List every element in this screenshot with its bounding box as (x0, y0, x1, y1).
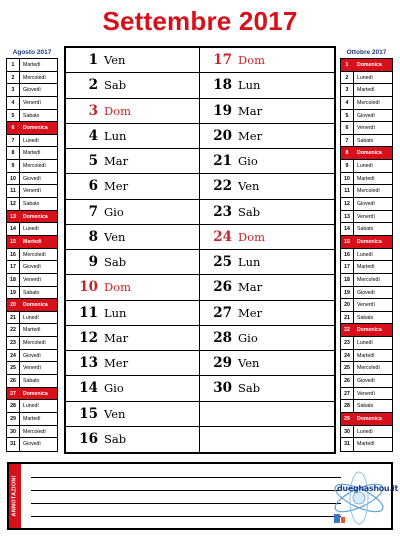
mini-day-name: Venerdì (23, 99, 41, 106)
mini-day-row (7, 110, 57, 123)
mini-day-name: Sabato (23, 201, 40, 208)
day-cell (66, 225, 199, 250)
mini-day-number: 17 (7, 261, 20, 273)
mini-day-row (341, 324, 392, 337)
day-name: Dom (238, 53, 266, 68)
day-number: 5 (88, 153, 98, 170)
mini-day-row (7, 261, 57, 274)
mini-day-name: Giovedì (23, 264, 41, 271)
mini-day-row (7, 337, 57, 350)
next-month-calendar (340, 58, 393, 452)
mini-day-row (341, 299, 392, 312)
day-name: Gio (104, 381, 124, 396)
mini-day-row (7, 236, 57, 249)
mini-day-name: Domenica (357, 327, 382, 334)
day-name: Sab (104, 432, 127, 447)
day-name: Dom (238, 229, 266, 244)
mini-day-number: 7 (341, 135, 354, 147)
mini-day-name: Giovedì (357, 289, 375, 296)
mini-day-number: 12 (7, 198, 20, 210)
mini-day-row (341, 261, 392, 274)
mini-day-name: Lunedì (357, 163, 373, 170)
mini-day-number: 15 (7, 236, 20, 248)
mini-day-name: Venerdì (23, 365, 41, 372)
mini-day-row (7, 249, 57, 262)
mini-day-name: Domenica (357, 238, 382, 245)
mini-day-number: 2 (341, 72, 354, 84)
day-number: 20 (213, 127, 232, 144)
mini-day-number: 16 (341, 249, 354, 261)
day-name: Ven (104, 406, 126, 421)
mini-day-number: 30 (341, 426, 354, 438)
day-cell (200, 250, 334, 275)
mini-day-row (341, 426, 392, 439)
mini-day-name: Venerdì (357, 302, 375, 309)
mini-day-name: Mercoledì (23, 74, 46, 81)
mini-day-name: Giovedì (357, 378, 375, 385)
mini-day-name: Domenica (23, 390, 48, 397)
mini-day-number: 3 (341, 84, 354, 96)
mini-day-number: 17 (341, 261, 354, 273)
mini-day-number: 8 (341, 147, 354, 159)
day-name: Ven (238, 179, 260, 194)
mini-day-number: 8 (7, 147, 20, 159)
day-number: 13 (79, 355, 98, 372)
mini-day-name: Giovedì (357, 201, 375, 208)
mini-day-number: 6 (7, 122, 20, 134)
mini-day-number: 19 (341, 287, 354, 299)
mini-day-number: 22 (341, 324, 354, 336)
day-cell (200, 376, 334, 401)
mini-day-row (7, 438, 57, 451)
mini-day-number: 5 (341, 110, 354, 122)
mini-day-row (341, 337, 392, 350)
mini-day-number: 21 (7, 312, 20, 324)
mini-day-name: Martedì (23, 150, 41, 157)
mini-day-number: 6 (341, 122, 354, 134)
mini-day-row (7, 223, 57, 236)
mini-day-name: Lunedì (357, 428, 373, 435)
day-name: Dom (104, 280, 132, 295)
mini-day-name: Venerdì (23, 188, 41, 195)
day-number: 21 (213, 153, 232, 170)
day-cell (200, 200, 334, 225)
day-cell (66, 275, 199, 300)
mini-day-row (341, 413, 392, 426)
mini-day-name: Lunedì (23, 314, 39, 321)
day-name: Mer (104, 356, 129, 371)
day-cell (66, 351, 199, 376)
day-number: 7 (88, 203, 98, 220)
mini-day-number: 31 (7, 438, 20, 451)
day-name: Ven (104, 53, 126, 68)
day-name: Sab (104, 255, 127, 270)
mini-day-row (7, 173, 57, 186)
mini-day-row (341, 438, 392, 451)
day-cell (200, 225, 334, 250)
mini-day-number: 16 (7, 249, 20, 261)
mini-day-name: Mercoledì (357, 99, 380, 106)
prev-month-calendar (6, 58, 58, 452)
mini-day-number: 13 (7, 211, 20, 223)
mini-day-row (7, 72, 57, 85)
mini-day-row (341, 135, 392, 148)
logo-text: dueghashou.it (337, 484, 399, 493)
mini-day-name: Martedì (357, 441, 375, 448)
day-name: Sab (104, 78, 127, 93)
site-logo (331, 470, 399, 526)
mini-day-row (341, 211, 392, 224)
mini-day-name: Domenica (357, 62, 382, 68)
day-cell (200, 351, 334, 376)
day-number: 15 (79, 405, 98, 422)
day-number: 8 (88, 228, 98, 245)
day-number: 14 (79, 380, 98, 397)
day-name: Lun (238, 255, 261, 270)
mini-day-number: 9 (341, 160, 354, 172)
page-title: Settembre 2017 (102, 6, 298, 36)
day-cell (66, 376, 199, 401)
mini-day-row (7, 185, 57, 198)
mini-day-row (341, 350, 392, 363)
mini-day-name: Sabato (23, 378, 40, 385)
day-cell (66, 149, 199, 174)
mini-day-name: Sabato (357, 137, 374, 144)
notes-section (7, 462, 399, 530)
day-number: 24 (213, 228, 232, 245)
note-line (31, 516, 341, 517)
empty-day-cell (200, 427, 334, 452)
empty-day-cell (200, 402, 334, 427)
day-number: 11 (79, 304, 98, 321)
mini-day-name: Martedì (357, 352, 375, 359)
mini-day-row (341, 185, 392, 198)
mini-day-name: Martedì (23, 415, 41, 422)
mini-day-row (7, 324, 57, 337)
mini-day-name: Giovedì (357, 112, 375, 119)
mini-day-row (341, 173, 392, 186)
day-number: 30 (213, 380, 232, 397)
day-name: Gio (238, 154, 258, 169)
mini-day-number: 21 (341, 312, 354, 324)
mini-day-number: 7 (7, 135, 20, 147)
mini-day-row (341, 147, 392, 160)
day-cell (200, 99, 334, 124)
mini-day-number: 18 (341, 274, 354, 286)
mini-day-name: Domenica (23, 302, 48, 309)
mini-day-row (7, 59, 57, 72)
mini-day-name: Mercoledì (23, 163, 46, 170)
day-cell (200, 174, 334, 199)
day-name: Lun (104, 128, 127, 143)
day-name: Mar (238, 103, 263, 118)
mini-day-name: Domenica (357, 415, 382, 422)
mini-day-row (7, 135, 57, 148)
next-month-title: Ottobre 2017 (346, 49, 387, 56)
day-name: Lun (238, 78, 261, 93)
day-cell (200, 124, 334, 149)
day-name: Ven (104, 229, 126, 244)
mini-day-row (341, 122, 392, 135)
mini-day-number: 20 (7, 299, 20, 311)
mini-day-name: Martedì (357, 175, 375, 182)
mini-day-name: Domenica (23, 125, 48, 132)
mini-day-row (341, 375, 392, 388)
mini-day-number: 10 (7, 173, 20, 185)
mini-day-row (341, 312, 392, 325)
mini-day-number: 18 (7, 274, 20, 286)
mini-day-name: Martedì (357, 87, 375, 94)
note-line (31, 477, 341, 478)
mini-day-name: Giovedì (23, 87, 41, 94)
mini-day-row (341, 110, 392, 123)
mini-day-number: 13 (341, 211, 354, 223)
mini-day-number: 29 (7, 413, 20, 425)
mini-day-name: Venerdì (357, 213, 375, 220)
mini-day-row (7, 84, 57, 97)
day-cell (66, 200, 199, 225)
day-cell (200, 73, 334, 98)
day-number: 27 (213, 304, 232, 321)
day-cell (66, 124, 199, 149)
mini-day-row (7, 147, 57, 160)
mini-day-number: 28 (7, 400, 20, 412)
day-name: Mar (104, 154, 129, 169)
mini-day-number: 1 (341, 59, 354, 71)
mini-day-name: Lunedì (23, 137, 39, 144)
day-cell (66, 402, 199, 427)
mini-day-row (7, 388, 57, 401)
day-cell (66, 301, 199, 326)
mini-day-number: 9 (7, 160, 20, 172)
mini-day-row (341, 97, 392, 110)
mini-day-name: Martedì (23, 62, 41, 68)
note-line (31, 490, 341, 491)
mini-day-row (7, 274, 57, 287)
mini-day-row (7, 97, 57, 110)
mini-day-number: 24 (7, 350, 20, 362)
mini-day-name: Sabato (357, 314, 374, 321)
mini-day-row (341, 59, 392, 72)
mini-day-number: 30 (7, 426, 20, 438)
month-grid (64, 46, 336, 454)
mini-day-number: 11 (7, 185, 20, 197)
mini-day-number: 3 (7, 84, 20, 96)
mini-day-name: Domenica (357, 150, 382, 157)
mini-day-number: 26 (341, 375, 354, 387)
day-name: Mer (238, 305, 263, 320)
mini-day-row (7, 413, 57, 426)
mini-day-number: 14 (7, 223, 20, 235)
mini-day-row (7, 198, 57, 211)
mini-day-name: Venerdì (23, 276, 41, 283)
mini-day-number: 27 (341, 388, 354, 400)
day-number: 29 (213, 355, 232, 372)
day-number: 17 (213, 52, 232, 69)
mini-day-name: Martedì (23, 238, 42, 245)
mini-day-row (7, 211, 57, 224)
day-cell (66, 326, 199, 351)
mini-day-name: Mercoledì (23, 340, 46, 347)
mini-day-row (341, 160, 392, 173)
mini-day-name: Giovedì (23, 441, 41, 448)
day-cell (66, 73, 199, 98)
day-name: Mar (104, 330, 129, 345)
day-cell (200, 326, 334, 351)
mini-day-row (7, 287, 57, 300)
day-cell (200, 301, 334, 326)
day-name: Ven (238, 356, 260, 371)
mini-day-row (7, 375, 57, 388)
mini-day-number: 25 (341, 362, 354, 374)
day-cell (200, 48, 334, 73)
day-number: 26 (213, 279, 232, 296)
notes-label-bar (9, 464, 21, 528)
mini-day-number: 27 (7, 388, 20, 400)
day-cell (66, 427, 199, 452)
mini-day-row (7, 122, 57, 135)
day-number: 3 (88, 102, 98, 119)
mini-day-name: Lunedì (357, 251, 373, 258)
mini-day-name: Mercoledì (357, 276, 380, 283)
mini-day-number: 24 (341, 350, 354, 362)
mini-day-name: Domenica (23, 213, 48, 220)
day-name: Dom (104, 103, 132, 118)
mini-day-name: Martedì (357, 264, 375, 271)
mini-day-name: Venerdì (357, 125, 375, 132)
day-cell (66, 174, 199, 199)
mini-day-number: 19 (7, 287, 20, 299)
day-number: 2 (88, 77, 98, 94)
mini-day-row (341, 388, 392, 401)
day-name: Sab (238, 381, 261, 396)
day-name: Lun (104, 305, 127, 320)
day-number: 10 (79, 279, 98, 296)
mini-day-number: 1 (7, 59, 20, 71)
mini-day-number: 28 (341, 400, 354, 412)
mini-day-number: 20 (341, 299, 354, 311)
day-number: 4 (88, 127, 98, 144)
day-number: 6 (88, 178, 98, 195)
mini-day-number: 10 (341, 173, 354, 185)
mini-day-row (7, 160, 57, 173)
mini-day-name: Lunedì (23, 226, 39, 233)
mini-day-row (7, 299, 57, 312)
mini-day-number: 11 (341, 185, 354, 197)
day-number: 19 (213, 102, 232, 119)
mini-day-name: Martedì (23, 327, 41, 334)
mini-day-name: Sabato (357, 403, 374, 410)
day-name: Gio (104, 204, 124, 219)
mini-day-name: Mercoledì (23, 251, 46, 258)
mini-day-number: 2 (7, 72, 20, 84)
mini-day-number: 22 (7, 324, 20, 336)
day-number: 28 (213, 329, 232, 346)
mini-day-row (7, 426, 57, 439)
day-cell (66, 48, 199, 73)
mini-day-row (7, 400, 57, 413)
mini-day-number: 4 (341, 97, 354, 109)
mini-day-name: Lunedì (357, 74, 373, 81)
day-name: Mer (238, 128, 263, 143)
day-name: Gio (238, 330, 258, 345)
mini-day-name: Sabato (357, 226, 374, 233)
note-line (31, 503, 341, 504)
mini-day-number: 31 (341, 438, 354, 451)
mini-day-row (341, 249, 392, 262)
atom-logo-icon (331, 470, 387, 526)
mini-day-row (7, 362, 57, 375)
day-number: 1 (88, 52, 98, 69)
mini-day-number: 14 (341, 223, 354, 235)
mini-day-row (341, 72, 392, 85)
day-number: 22 (213, 178, 232, 195)
day-cell (200, 275, 334, 300)
day-cell (200, 149, 334, 174)
mini-day-row (341, 84, 392, 97)
day-cell (66, 250, 199, 275)
day-number: 12 (79, 329, 98, 346)
mini-day-name: Mercoledì (357, 188, 380, 195)
day-name: Mar (238, 280, 263, 295)
day-number: 25 (213, 254, 232, 271)
mini-day-number: 23 (7, 337, 20, 349)
mini-day-row (341, 223, 392, 236)
mini-day-row (341, 236, 392, 249)
day-number: 9 (88, 254, 98, 271)
mini-day-number: 4 (7, 97, 20, 109)
prev-month-title: Agosto 2017 (12, 49, 52, 56)
month-grid-right-column (200, 48, 334, 452)
mini-day-row (7, 312, 57, 325)
mini-day-row (341, 400, 392, 413)
mini-day-name: Lunedì (23, 403, 39, 410)
mini-day-name: Giovedì (23, 352, 41, 359)
day-number: 16 (79, 431, 98, 448)
mini-day-number: 12 (341, 198, 354, 210)
day-name: Mer (104, 179, 129, 194)
mini-day-number: 15 (341, 236, 354, 248)
mini-day-number: 25 (7, 362, 20, 374)
day-number: 18 (213, 77, 232, 94)
mini-day-name: Sabato (23, 112, 40, 119)
month-grid-left-column (66, 48, 200, 452)
day-name: Sab (238, 204, 261, 219)
mini-day-name: Lunedì (357, 340, 373, 347)
mini-day-name: Mercoledì (357, 365, 380, 372)
mini-day-number: 26 (7, 375, 20, 387)
notes-label: ANNOTAZIONI (12, 475, 18, 517)
mini-day-row (341, 274, 392, 287)
mini-day-number: 29 (341, 413, 354, 425)
mini-day-row (7, 350, 57, 363)
mini-day-number: 23 (341, 337, 354, 349)
mini-day-row (341, 287, 392, 300)
mini-day-name: Mercoledì (23, 428, 46, 435)
day-number: 23 (213, 203, 232, 220)
mini-day-name: Sabato (23, 289, 40, 296)
mini-day-row (341, 198, 392, 211)
mini-day-name: Venerdì (357, 390, 375, 397)
mini-day-number: 5 (7, 110, 20, 122)
day-cell (66, 99, 199, 124)
mini-day-name: Giovedì (23, 175, 41, 182)
mini-day-row (341, 362, 392, 375)
